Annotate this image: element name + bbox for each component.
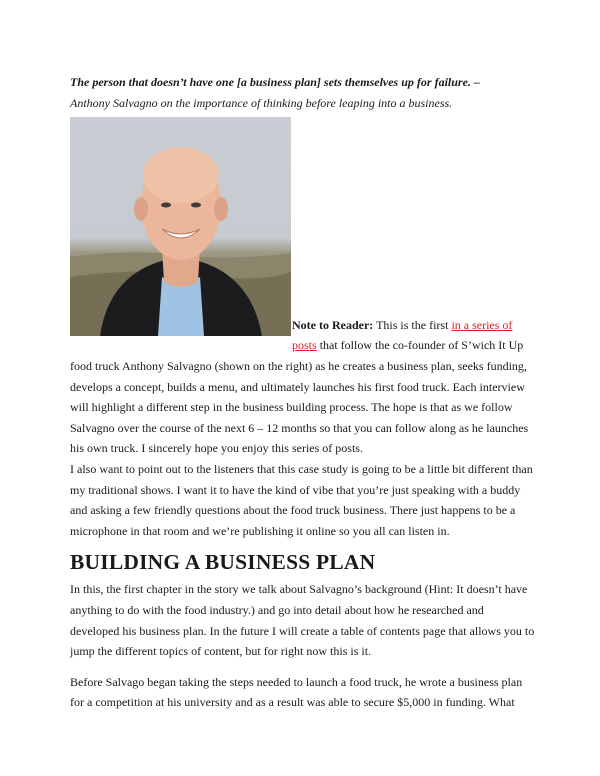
paragraph-background: Before Salvago began taking the steps needed to launch a food truck, he wrote a business plan for a competition at his university and as a result was able to secure $5,000 in funding. What xyxy=(70,674,523,710)
quote-attribution: Anthony Salvagno on the importance of thinking before leaping into a business. xyxy=(70,95,453,110)
note-label: Note to Reader: xyxy=(292,317,374,332)
section-heading: BUILDING A BUSINESS PLAN xyxy=(70,550,376,575)
intro-block xyxy=(70,117,535,459)
quote-text: The person that doesn’t have one [a business plan] sets themselves up for failure. – xyxy=(70,75,480,89)
series-link[interactable]: in a series of posts xyxy=(292,317,513,353)
portrait-photo-icon xyxy=(70,117,291,336)
portrait-illustration xyxy=(70,117,291,336)
pull-quote xyxy=(70,72,535,113)
paragraph-listeners: I also want to point out to the listeners that this case study is going to be a little bit different than my traditional shows. I want it to have the kind of vibe that you’re just speaking with a buddy and asking a few friendly questions about the food truck business. There just happens to be a microphone in that room and we’re publishing it online so you all can listen in. xyxy=(70,461,533,538)
note-text-start: This is the first xyxy=(373,317,452,332)
note-text-end: that follow the co-founder of S’wich It Up food truck Anthony Salvagno (shown on the right) as he creates a business plan, seeks funding, develops a concept, builds a menu, and ultimately launches his first food truck. Each interview will highlight a different step in the business building process. The hope is that as we follow Salvagno over the course of the next 6 – 12 months so that you can follow along as he launches his own truck. I sincerely hope you enjoy this series of posts. xyxy=(70,338,529,456)
document-page xyxy=(70,72,535,713)
paragraph-first-chapter: In this, the first chapter in the story we talk about Salvagno’s background (Hint: It doesn’t have anything to do with the food industry.) and go into detail about how he researched and developed his business plan. In the future I will create a table of contents page that allows you to jump the different topics of content, but for right now this is it. xyxy=(70,582,535,659)
